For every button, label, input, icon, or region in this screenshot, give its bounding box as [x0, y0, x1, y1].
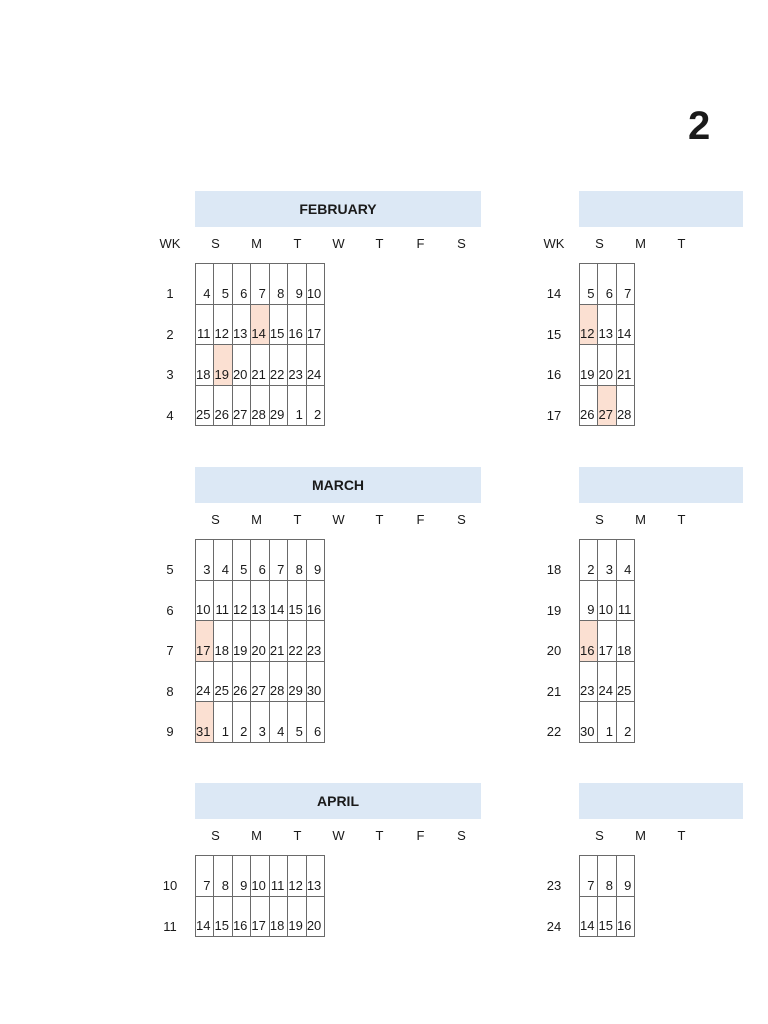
week-number: 15: [546, 326, 562, 342]
week-number: 22: [546, 724, 562, 739]
day-cell[interactable]: 12: [580, 304, 598, 345]
day-cell[interactable]: 28: [251, 385, 269, 426]
week-row: [580, 702, 635, 743]
day-cell[interactable]: 10: [251, 856, 269, 897]
day-cell[interactable]: 2: [306, 385, 324, 426]
day-of-week-label: M: [251, 236, 262, 251]
day-cell[interactable]: 15: [269, 304, 287, 345]
day-cell[interactable]: 7: [616, 264, 634, 305]
day-cell[interactable]: 20: [598, 345, 616, 386]
day-cell[interactable]: 25: [196, 385, 214, 426]
week-row: [580, 540, 635, 581]
day-cell[interactable]: 26: [580, 385, 598, 426]
day-of-week-label: T: [677, 828, 686, 843]
day-cell[interactable]: 8: [288, 540, 306, 581]
week-row: [196, 661, 325, 702]
day-of-week-label: S: [595, 236, 604, 251]
week-number: 7: [166, 643, 174, 658]
day-of-week-label: M: [251, 512, 262, 527]
day-cell[interactable]: 7: [269, 540, 287, 581]
day-cell[interactable]: 5: [288, 702, 306, 743]
day-cell[interactable]: 9: [616, 856, 634, 897]
day-cell[interactable]: 26: [232, 661, 250, 702]
week-row: [196, 304, 325, 345]
day-cell[interactable]: 6: [251, 540, 269, 581]
week-row: [580, 896, 635, 937]
week-number: 23: [546, 878, 562, 893]
day-of-week-label: T: [375, 236, 384, 251]
day-cell[interactable]: 19: [288, 896, 306, 937]
day-cell[interactable]: 15: [214, 896, 232, 937]
day-of-week-label: M: [635, 236, 646, 251]
week-number: 6: [166, 602, 174, 618]
day-cell[interactable]: 20: [251, 621, 269, 662]
day-cell[interactable]: 13: [251, 580, 269, 621]
day-cell[interactable]: 14: [196, 896, 214, 937]
day-cell[interactable]: 5: [232, 540, 250, 581]
day-cell[interactable]: 24: [196, 661, 214, 702]
day-cell[interactable]: 3: [598, 540, 616, 581]
day-of-week-label: S: [211, 828, 220, 843]
week-row: [196, 345, 325, 386]
day-of-week-label: T: [677, 236, 686, 251]
day-cell[interactable]: 1: [288, 385, 306, 426]
day-cell[interactable]: 2: [232, 702, 250, 743]
day-cell[interactable]: 23: [306, 621, 324, 662]
week-number: 2: [166, 326, 174, 342]
day-cell[interactable]: 9: [232, 856, 250, 897]
week-number: 9: [166, 724, 174, 739]
day-cell[interactable]: 17: [598, 621, 616, 662]
week-number: 18: [546, 562, 562, 577]
week-number: 14: [546, 286, 562, 301]
month-grid: [579, 539, 635, 743]
day-cell[interactable]: 31: [196, 702, 214, 743]
day-cell[interactable]: 14: [616, 304, 634, 345]
day-cell[interactable]: 5: [214, 264, 232, 305]
day-of-week-label: M: [635, 828, 646, 843]
week-row: [196, 621, 325, 662]
day-of-week-label: W: [332, 236, 345, 251]
day-cell[interactable]: 5: [580, 264, 598, 305]
week-row: [580, 580, 635, 621]
day-cell[interactable]: 11: [269, 856, 287, 897]
day-of-week-label: T: [293, 828, 302, 843]
day-cell[interactable]: 19: [232, 621, 250, 662]
day-cell[interactable]: 27: [598, 385, 616, 426]
day-cell[interactable]: 17: [196, 621, 214, 662]
day-cell[interactable]: 2: [616, 702, 634, 743]
year-title: 2: [688, 104, 711, 148]
week-number: 20: [546, 643, 562, 658]
day-cell[interactable]: 22: [269, 345, 287, 386]
day-of-week-label: S: [457, 828, 466, 843]
day-cell[interactable]: 7: [196, 856, 214, 897]
day-cell[interactable]: 19: [580, 345, 598, 386]
day-cell[interactable]: 22: [288, 621, 306, 662]
day-of-week-label: W: [332, 512, 345, 527]
month-header: [579, 783, 743, 819]
week-row: [196, 540, 325, 581]
day-of-week-label: T: [677, 512, 686, 527]
week-row: [580, 345, 635, 386]
month-grid: [579, 263, 635, 426]
day-cell[interactable]: 26: [214, 385, 232, 426]
day-cell[interactable]: 18: [214, 621, 232, 662]
day-cell[interactable]: 12: [214, 304, 232, 345]
week-number: 1: [166, 286, 174, 301]
week-number: 21: [546, 683, 562, 699]
week-number: 8: [166, 683, 174, 699]
month-header: APRIL: [195, 783, 481, 819]
day-cell[interactable]: 4: [269, 702, 287, 743]
day-cell[interactable]: 8: [269, 264, 287, 305]
day-cell[interactable]: 11: [214, 580, 232, 621]
day-cell[interactable]: 7: [251, 264, 269, 305]
day-cell[interactable]: 16: [616, 896, 634, 937]
month-grid: [195, 855, 325, 937]
day-cell[interactable]: 17: [306, 304, 324, 345]
day-cell[interactable]: 29: [269, 385, 287, 426]
day-cell[interactable]: 16: [288, 304, 306, 345]
week-number: 3: [166, 367, 174, 382]
day-of-week-label: T: [293, 512, 302, 527]
day-of-week-label: S: [595, 828, 604, 843]
day-cell[interactable]: 9: [288, 264, 306, 305]
week-number: 4: [166, 407, 174, 423]
week-row: [580, 264, 635, 305]
day-cell[interactable]: 9: [580, 580, 598, 621]
week-row: [196, 702, 325, 743]
day-cell[interactable]: 28: [269, 661, 287, 702]
week-row: [580, 304, 635, 345]
week-row: [196, 856, 325, 897]
day-cell[interactable]: 6: [232, 264, 250, 305]
day-cell[interactable]: 21: [251, 345, 269, 386]
day-cell[interactable]: 28: [616, 385, 634, 426]
day-cell[interactable]: 4: [616, 540, 634, 581]
day-cell[interactable]: 11: [616, 580, 634, 621]
day-cell[interactable]: 14: [269, 580, 287, 621]
day-cell[interactable]: 23: [288, 345, 306, 386]
day-cell[interactable]: 10: [598, 580, 616, 621]
week-row: [580, 661, 635, 702]
day-of-week-label: M: [251, 828, 262, 843]
day-cell[interactable]: 15: [288, 580, 306, 621]
day-cell[interactable]: 13: [598, 304, 616, 345]
day-cell[interactable]: 20: [232, 345, 250, 386]
month-grid: [579, 855, 635, 937]
day-cell[interactable]: 13: [232, 304, 250, 345]
day-cell[interactable]: 6: [598, 264, 616, 305]
day-cell[interactable]: 16: [306, 580, 324, 621]
day-cell[interactable]: 11: [196, 304, 214, 345]
week-row: [580, 856, 635, 897]
week-column-header: WK: [159, 236, 181, 251]
day-cell[interactable]: 17: [251, 896, 269, 937]
day-cell[interactable]: 30: [306, 661, 324, 702]
day-cell[interactable]: 13: [306, 856, 324, 897]
day-cell[interactable]: 10: [196, 580, 214, 621]
week-number: 16: [546, 367, 562, 382]
month-header: [579, 191, 743, 227]
day-cell[interactable]: 1: [598, 702, 616, 743]
week-column-header: WK: [543, 236, 565, 251]
week-row: [196, 264, 325, 305]
day-cell[interactable]: 6: [306, 702, 324, 743]
day-cell[interactable]: 21: [269, 621, 287, 662]
day-cell[interactable]: 1: [214, 702, 232, 743]
day-cell[interactable]: 3: [196, 540, 214, 581]
day-cell[interactable]: 9: [306, 540, 324, 581]
day-cell[interactable]: 4: [214, 540, 232, 581]
day-cell[interactable]: 18: [269, 896, 287, 937]
day-cell[interactable]: 15: [598, 896, 616, 937]
day-cell[interactable]: 8: [214, 856, 232, 897]
month-header: [579, 467, 743, 503]
day-cell[interactable]: 24: [306, 345, 324, 386]
week-number: 19: [546, 602, 562, 618]
day-cell[interactable]: 27: [251, 661, 269, 702]
month-header: FEBRUARY: [195, 191, 481, 227]
day-cell[interactable]: 4: [196, 264, 214, 305]
day-of-week-label: T: [293, 236, 302, 251]
day-of-week-label: F: [416, 828, 425, 843]
day-cell[interactable]: 7: [580, 856, 598, 897]
day-cell[interactable]: 24: [598, 661, 616, 702]
month-grid: [195, 263, 325, 426]
day-of-week-label: S: [211, 236, 220, 251]
day-of-week-label: M: [635, 512, 646, 527]
week-row: [196, 385, 325, 426]
day-cell[interactable]: 18: [196, 345, 214, 386]
day-of-week-label: S: [457, 236, 466, 251]
day-cell[interactable]: 25: [214, 661, 232, 702]
week-row: [196, 896, 325, 937]
day-cell[interactable]: 3: [251, 702, 269, 743]
week-number: 5: [166, 562, 174, 577]
month-header: MARCH: [195, 467, 481, 503]
day-cell[interactable]: 16: [580, 621, 598, 662]
day-cell[interactable]: 19: [214, 345, 232, 386]
day-cell[interactable]: 23: [580, 661, 598, 702]
day-of-week-label: S: [457, 512, 466, 527]
day-cell[interactable]: 18: [616, 621, 634, 662]
day-cell[interactable]: 21: [616, 345, 634, 386]
day-cell[interactable]: 2: [580, 540, 598, 581]
month-grid: [195, 539, 325, 743]
day-of-week-label: F: [416, 236, 425, 251]
day-of-week-label: T: [375, 512, 384, 527]
day-cell[interactable]: 8: [598, 856, 616, 897]
week-number: 10: [162, 878, 178, 893]
day-cell[interactable]: 16: [232, 896, 250, 937]
week-row: [580, 385, 635, 426]
day-of-week-label: T: [375, 828, 384, 843]
day-cell[interactable]: 14: [251, 304, 269, 345]
day-cell[interactable]: 14: [580, 896, 598, 937]
week-number: 24: [546, 918, 562, 934]
day-of-week-label: S: [211, 512, 220, 527]
week-row: [580, 621, 635, 662]
day-cell[interactable]: 29: [288, 661, 306, 702]
day-of-week-label: F: [416, 512, 425, 527]
week-row: [196, 580, 325, 621]
day-cell[interactable]: 10: [306, 264, 324, 305]
day-cell[interactable]: 30: [580, 702, 598, 743]
day-cell[interactable]: 25: [616, 661, 634, 702]
day-of-week-label: S: [595, 512, 604, 527]
week-number: 11: [163, 918, 177, 934]
day-cell[interactable]: 20: [306, 896, 324, 937]
day-of-week-label: W: [332, 828, 345, 843]
week-number: 17: [546, 407, 562, 423]
day-cell[interactable]: 27: [232, 385, 250, 426]
day-cell[interactable]: 12: [232, 580, 250, 621]
day-cell[interactable]: 12: [288, 856, 306, 897]
